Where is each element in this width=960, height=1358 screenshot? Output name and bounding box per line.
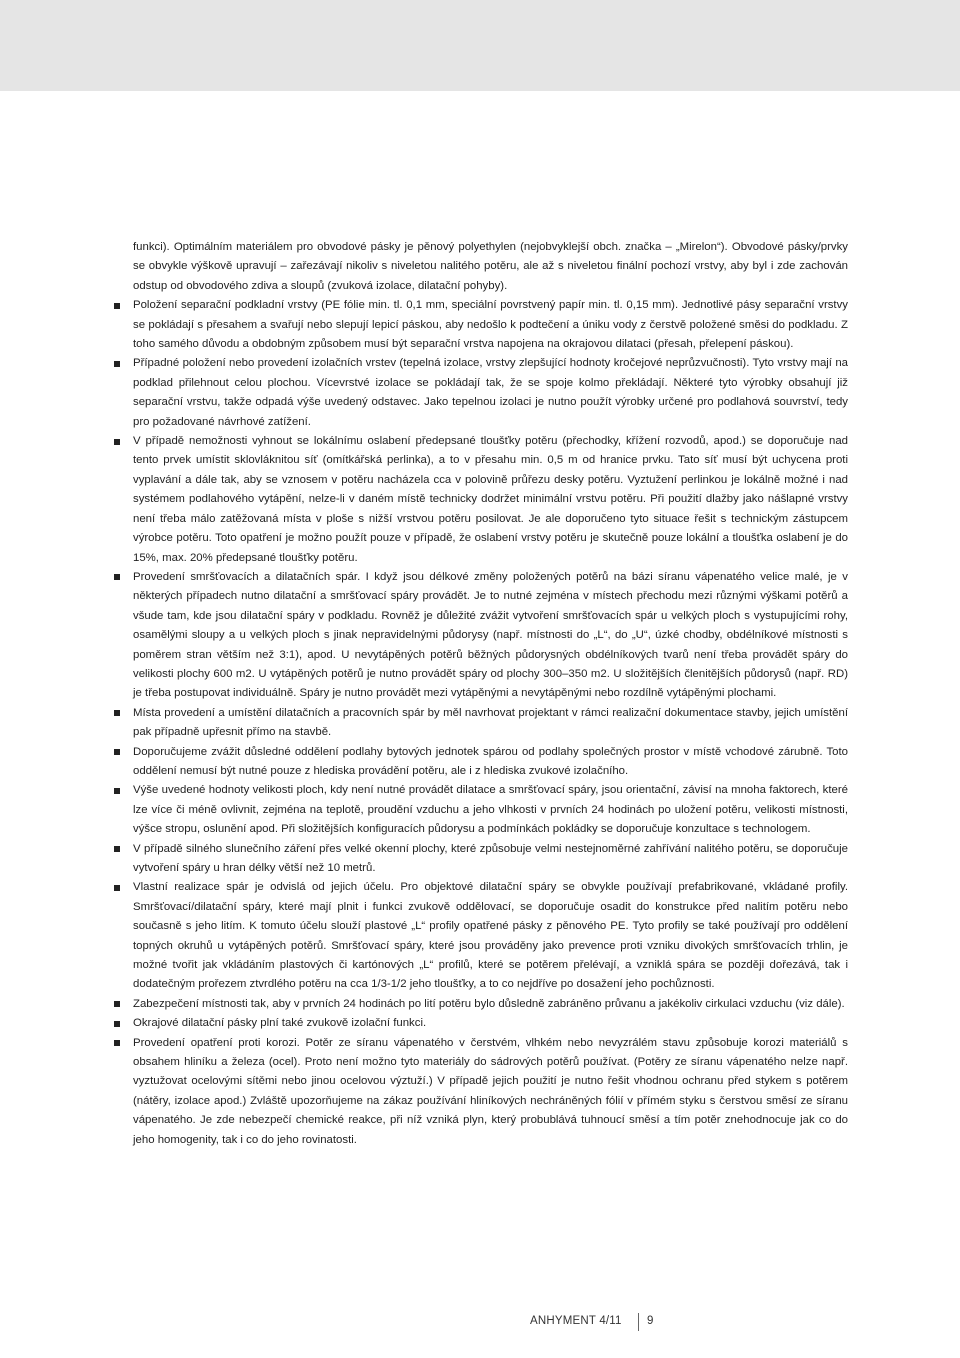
- list-item-text: Provedení smršťovacích a dilatačních spár. I když jsou délkové změny položených potěrů na bázi síranu vápenatého velice malé, je v některých případech nutno dilatační a smršťovací spáry provádět. Je to nutné zejména v místech přechodu mezi různými výškami potěrů a všude tam, kde jsou dilatační spáry v podkladu. Rovněž je důležité zvážit vytvoření smršťovacích spár u velkých ploch s vystupujícími rohy, osamělými sloupy a u velkých ploch s jinak nepravidelnými půdorysy (např. místnosti do „L“, do „U“, úzké chodby, obdélníkové místnosti s poměrem stran větším než 3:1), apod. U nevytápěných potěrů běžných půdorysných obdélníkových tvarů není třeba provádět spáry do velikosti plochy 600 m2. U vytápěných potěrů je nutno provádět spáry od plochy 300–350 m2. U složitějších členitějších půdorysů (např. RD) je třeba postupovat individuálně. Spáry je nutno provádět mezi vytápěnými a nevytápěnými nebo rozdílně vytápěnými plochami.: [133, 570, 848, 700]
- square-bullet-icon: [114, 885, 120, 891]
- square-bullet-icon: [114, 574, 120, 580]
- list-item-text: Položení separační podkladní vrstvy (PE fólie min. tl. 0,1 mm, speciální povrstvený papír min. tl. 0,15 mm). Jednotlivé pásy separační vrstvy se pokládají s přesahem a svařují nebo slepují lepicí páskou, aby nedošlo k podtečení a úniku vody z čerstvě položené směsi do podkladu. Z toho samého důvodu a obdobným způsobem musí být separační vrstva napojena na okrajovou dilataci (přesah, přelepení páskou).: [133, 299, 848, 351]
- list-item: [114, 354, 848, 432]
- square-bullet-icon: [114, 361, 120, 367]
- list-item: [114, 296, 848, 354]
- list-item-text: Vlastní realizace spár je odvislá od jejich účelu. Pro objektové dilatační spáry se obvykle používají prefabrikované, vkládané profily. Smršťovací/dilatační spáry, které mají plnit i funkci zvukově oddělovací, se doporučuje osadit do konstrukce před nalitím potěru nebo současně s jeho litím. K tomuto účelu slouží plastové „L“ profily opatřené pásky z pěnového PE. Tyto profily se také používají pro oddělení topných okruhů u vytápěných potěrů. Smršťovací spáry, které jsou prováděny jako prevence proti vzniku divokých smršťovacích trhlin, je možné tvořit jak vkládáním plastových či kartónových „L“ profilů, které se potěrem přelévají, a vzniklá spára se později dořezává, tak i dodatečným prořezem ztvrdlého potěru na cca 1/3-1/2 jeho tloušťky, a to co nejdříve po dosažení jeho pochůznosti.: [133, 881, 848, 991]
- list-item: [114, 743, 848, 782]
- square-bullet-icon: [114, 439, 120, 445]
- list-item-text: Doporučujeme zvážit důsledné oddělení podlahy bytových jednotek spárou od podlahy společných prostor v místě vchodové zárubně. Toto oddělení nemusí být nutné pouze z hlediska provádění potěru, ale i z hlediska zvukové izolačního.: [133, 745, 848, 777]
- square-bullet-icon: [114, 1021, 120, 1027]
- list-item-text: Provedení opatření proti korozi. Potěr ze síranu vápenatého v čerstvém, vlhkém nebo nevyzrálém stavu způsobuje korozi materiálů s obsahem hliníku a železa (ocel). Proto není možno tyto materiály do sádrových potěrů používat. (Potěry ze síranu vápenatého nelze např. vyztužovat ocelovými sítěmi nebo jinou ocelovou výztuží.) V případě jejich použití je nutno řešit vhodnou ochranu před stykem s potěrem (nátěry, izolace apod.) Zvláště upozorňujeme na zákaz používání hliníkových nechráněných fólií v přímém styku s čerstvou směsí ze síranu vápenatého. Je zde nebezpečí chemické reakce, při níž vzniká plyn, který probublává tuhnoucí směsí a tím potěr znehodnocuje jak co do jeho homogenity, tak i co do jeho rovinatosti.: [133, 1036, 848, 1146]
- list-item: [114, 781, 848, 839]
- square-bullet-icon: [114, 1040, 120, 1046]
- square-bullet-icon: [114, 1001, 120, 1007]
- list-item: [114, 878, 848, 994]
- square-bullet-icon: [114, 788, 120, 794]
- list-item-text: Místa provedení a umístění dilatačních a pracovních spár by měl navrhovat projektant v rámci realizační dokumentace stavby, jejich umístění pak případně upřesnit přímo na stavbě.: [133, 706, 848, 739]
- list-item: [114, 840, 848, 879]
- list-item-text: Zabezpečení místnosti tak, aby v prvních 24 hodinách po lití potěru bylo důsledně zabráněno průvanu a jakékoliv cirkulaci vzduchu (viz dále).: [133, 997, 845, 1010]
- list-item-text: V případě silného slunečního záření přes velké okenní plochy, které způsobuje velmi nestejnoměrné zahřívání nalitého potěru, se doporučuje vytvoření spáry u hran délky větší než 10 metrů.: [133, 842, 848, 874]
- bullet-list: [114, 296, 848, 1150]
- list-item: [114, 432, 848, 568]
- list-item: [114, 995, 848, 1014]
- document-body: [114, 238, 848, 1150]
- square-bullet-icon: [114, 303, 120, 309]
- intro-paragraph: funkci). Optimálním materiálem pro obvodové pásky je pěnový polyethylen (nejobvyklejší obch. značka – „Mirelon“). Obvodové pásky/prvky se obvykle výškově upravují – zařezávají nikoliv s niveletou nalitého potěru, ale až s niveletou finální pochozí vrstvy, aby byl i zde zachován odstup od obvodového zdiva a sloupů (zvuková izolace, dilatační pohyby).: [133, 241, 848, 292]
- top-band: [0, 0, 960, 91]
- page-number: 9: [647, 1315, 654, 1327]
- list-item-text: Okrajové dilatační pásky plní také zvukově izolační funkci.: [133, 1017, 427, 1030]
- list-item: [114, 1014, 848, 1033]
- list-item: [114, 1034, 848, 1150]
- list-item-text: Výše uvedené hodnoty velikosti ploch, kdy není nutné provádět dilatace a smršťovací spáry, jsou orientační, závisí na mnoha faktorech, které lze více či méně ovlivnit, zejména na teplotě, proudění vzduchu a jeho vlhkosti v prvních 24 hodinách po uložení potěru, velikosti místnosti, výšce stropu, oslunění apod. Při složitějších konfiguracích půdorysu a podmínkách pokládky se doporučuje konzultace s technologem.: [133, 784, 848, 836]
- square-bullet-icon: [114, 749, 120, 755]
- footer-divider: [638, 1313, 639, 1331]
- page-footer: [0, 1313, 960, 1331]
- list-item: [114, 704, 848, 743]
- list-item-text: V případě nemožnosti vyhnout se lokálnímu oslabení předepsané tloušťky potěru (přechodky, křížení rozvodů, apod.) se doporučuje nad tento prvek umístit sklovláknitou síť (omítkářská perlinka), a to v přesahu min. 0,5 m od hranice prvku. Tato síť musí být uchycena proti vyplavání a dále tak, aby se vznosem v potěru nacházela cca v polovině průřezu desky potěru. Vyztužení perlinkou je lokálně možné i nad systémem podlahového vytápění, nelze-li v daném místě technicky dodržet minimální vrstvu potěru. Při použití dlažby jako nášlapné vrstvy není třeba málo zatěžovaná místa v ploše s nižší vrstvou potěru posilovat. Je ale doporučeno tyto situace řešit s technickým zástupcem výrobce potěru. Toto opatření je možno použít pouze v případě, že oslabení vrstvy potěru je skutečně pouze lokální a tloušťka oslabení je do 15%, max. 20% předepsané tloušťky potěru.: [133, 435, 848, 564]
- list-item: [114, 568, 848, 704]
- footer-brand: ANHYMENT 4/11: [530, 1315, 622, 1327]
- square-bullet-icon: [114, 710, 120, 716]
- list-item-text: Případné položení nebo provedení izolačních vrstev (tepelná izolace, vrstvy zlepšující hodnoty kročejové neprůzvučnosti). Tyto vrstvy mají na podklad přilehnout celou plochou. Vícevrstvé izolace se pokládají tak, že se spoje kolmo překládají. Některé tyto výrobky obsahují již separační vrstvu, takže odpadá výše uvedený odstavec. Jako tepelnou izolaci je nutno použít výrobky určené pro podlahová souvrství, tedy pro požadované návrhové zatížení.: [133, 357, 848, 428]
- square-bullet-icon: [114, 846, 120, 852]
